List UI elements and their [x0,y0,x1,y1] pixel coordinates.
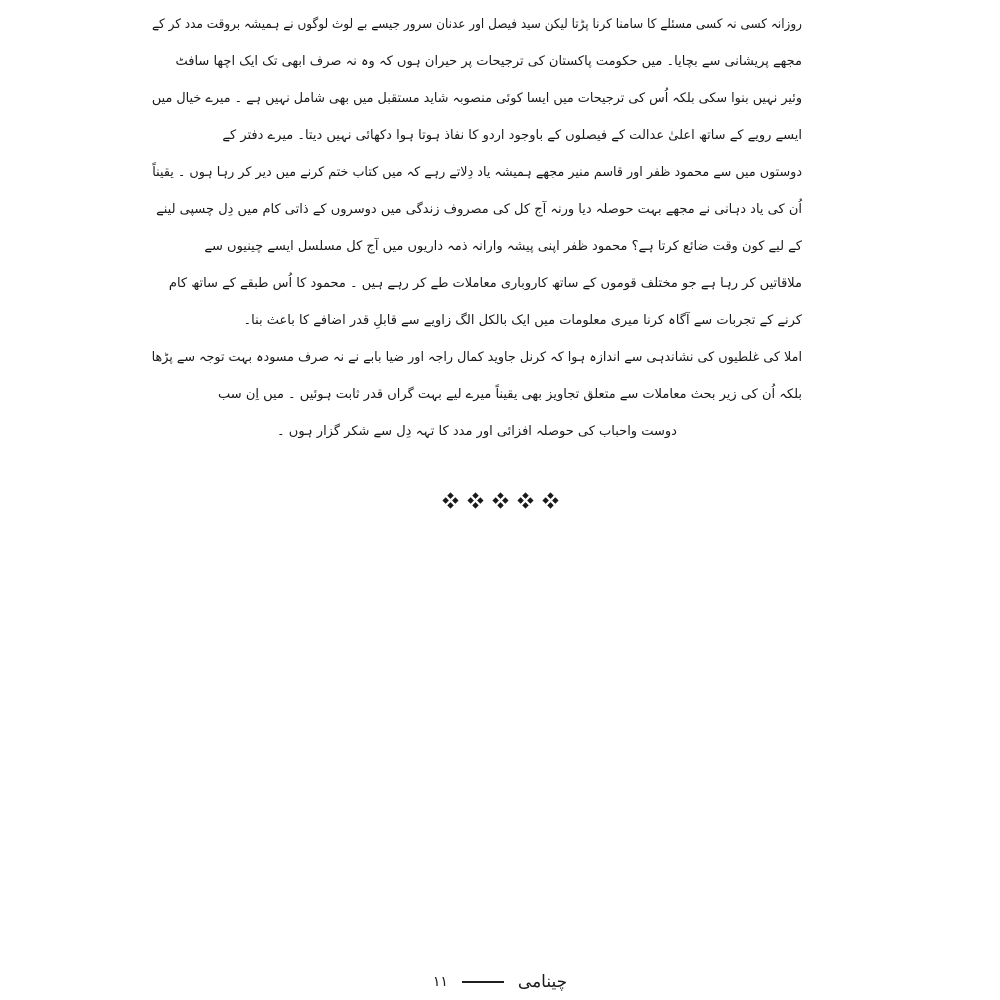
text-line: کے لیے کون وقت ضائع کرتا ہے؟ محمود ظفر اپنی پیشہ وارانہ ذمہ داریوں میں آج کل مسلسل ایسے چینیوں سے [204,239,802,254]
text-line: ملاقاتیں کر رہا ہے جو مختلف قوموں کے ساتھ کاروباری معاملات طے کر رہے ہیں ۔ محمود کا اُس طبقے کے ساتھ کام [168,276,802,291]
four-diamonds-icon [542,492,559,509]
footer-rule [462,981,504,983]
book-title: چینامی [517,972,568,992]
text-line: کرنے کے تجربات سے آگاہ کرنا میری معلومات میں ایک بالکل الگ زاویے سے قابلِ قدر اضافے کا باعث بنا۔ [243,313,802,328]
page-number: ۱۱ [432,974,448,990]
page-footer [0,968,1000,996]
text-line: اُن کی یاد دہانی نے مجھے بہت حوصلہ دیا ورنہ آج کل کی مصروف زندگی میں دوسروں کے ذاتی کام میں دِل چسپی لینے [156,202,802,217]
text-line: وئیر نہیں بنوا سکی بلکہ اُس کی ترجیحات میں ایسا کوئی منصوبہ شاید مستقبل میں بھی شامل نہیں ہے ۔ میرے خیال میں [151,91,802,106]
four-diamonds-icon [467,492,484,509]
text-line: بلکہ اُن کی زیر بحث معاملات سے متعلق تجاویز بھی یقیناً میرے لیے بہت گراں قدر ثابت ہوئیں ۔ میں اِن سب [218,387,802,402]
text-line: روزانہ کسی نہ کسی مسئلے کا سامنا کرنا پڑتا لیکن سید فیصل اور عدنان سرور جیسے بے لوث لوگوں نے ہمیشہ بروقت مدد کر کے [151,17,802,32]
text-line: ایسے رویے کے ساتھ اعلیٰ عدالت کے فیصلوں کے باوجود اردو کا نفاذ ہوتا ہوا دکھائی نہیں دیتا۔ میرے دفتر کے [222,128,802,143]
four-diamonds-icon [442,492,459,509]
text-line: املا کی غلطیوں کی نشاندہی سے اندازہ ہوا کہ کرنل جاوید کمال راجہ اور ضیا بابے نے نہ صرف مسودہ بہت توجہ سے پڑھا [151,350,803,365]
ornament-divider [0,492,1000,509]
text-line: مجھے پریشانی سے بچایا۔ میں حکومت پاکستان کی ترجیحات پر حیران ہوں کہ وہ نہ صرف ابھی تک ایک اچھا سافٹ [175,54,802,69]
four-diamonds-icon [492,492,509,509]
four-diamonds-icon [517,492,534,509]
text-line: دوستوں میں سے محمود ظفر اور قاسم منیر مجھے ہمیشہ یاد دِلاتے رہے کہ میں کتاب ختم کرنے میں دیر کر رہا ہوں ۔ یقیناً [152,165,802,180]
body-text [152,6,802,450]
text-line: دوست واحباب کی حوصلہ افزائی اور مدد کا تہہ دِل سے شکر گزار ہوں ۔ [277,424,677,439]
